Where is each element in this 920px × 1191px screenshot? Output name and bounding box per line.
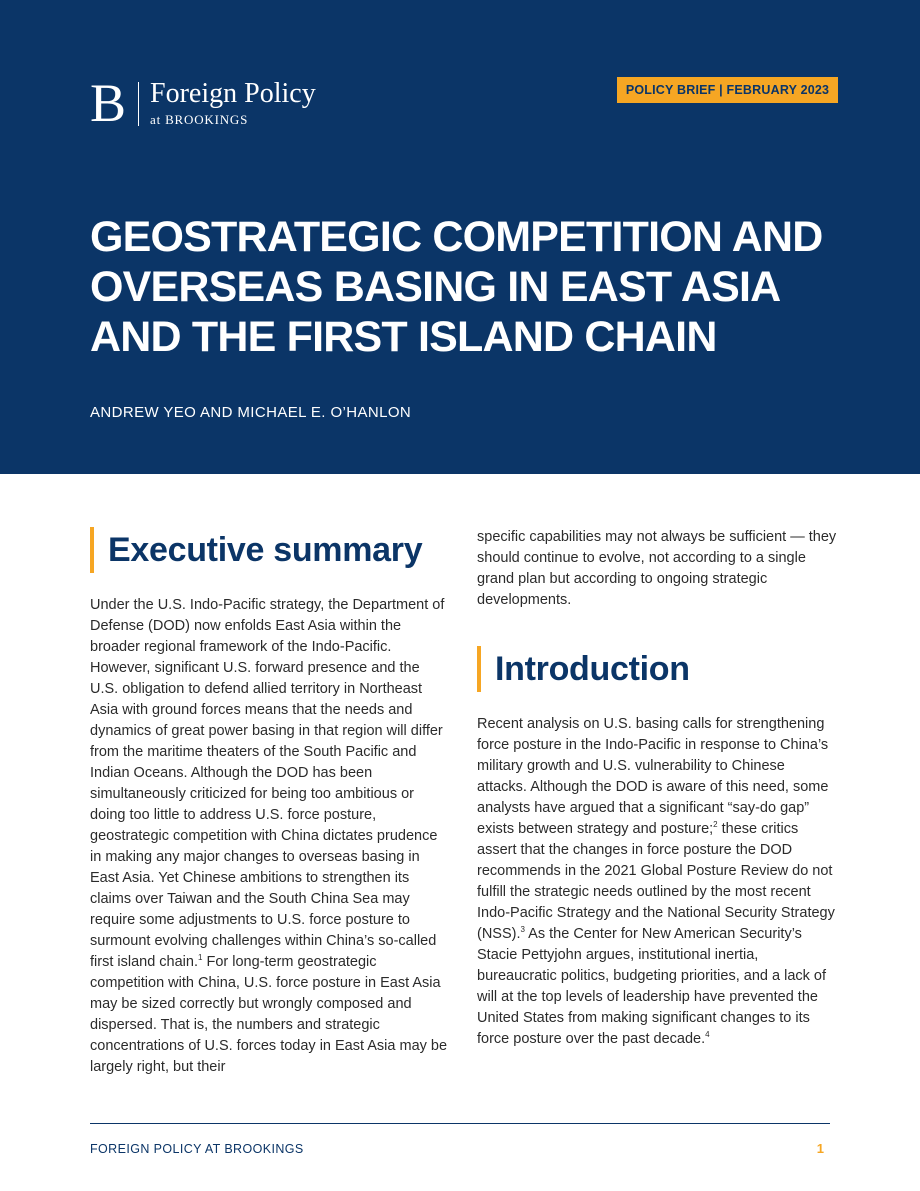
logo-letter: B	[90, 73, 126, 133]
page-number: 1	[816, 1141, 824, 1156]
section-title: Executive summary	[108, 531, 423, 569]
paragraph-text: Under the U.S. Indo-Pacific strategy, the Department of Defense (DOD) now enfolds East Asia within the broader regional framework of the Indo-Pacific. However, significant U.S. forward presence and the U.S. obligation to defend allied territory in Northeast Asia with ground forces means that the needs and dynamics of great power basing in that region will differ from the maritime theaters of the South Pacific and Indian Oceans. Although the DOD has been simultaneously criticized for being too ambitious or doing too little to address U.S. force posture, geostrategic competition with China dictates prudence in making any major changes to overseas basing in East Asia. Yet Chinese ambitions to strengthen its claims over Taiwan and the South China Sea may require some adjustments to U.S. force posture to surmount evolving challenges within China’s so-called first island chain.	[90, 597, 445, 970]
left-column	[90, 527, 450, 1078]
executive-summary-continuation: specific capabilities may not always be sufficient — they should continue to evolve, not according to a single grand plan but according to ongoing strategic developments.	[477, 529, 837, 608]
paragraph-text: As the Center for New American Security’s Stacie Pettyjohn argues, institutional inertia, bureaucratic politics, budgeting priorities, and a lack of will at the top levels of leadership have prevented the United States from making significant changes to its force posture over the past decade.	[477, 926, 826, 1047]
executive-summary-heading	[90, 527, 450, 573]
logo-divider	[138, 82, 139, 126]
document-title: GEOSTRATEGIC COMPETITION AND OVERSEAS BASING IN EAST ASIA AND THE FIRST ISLAND CHAIN	[90, 213, 823, 361]
executive-summary-paragraph	[90, 595, 450, 1078]
logo-name: Foreign Policy	[150, 78, 316, 109]
authors: ANDREW YEO AND MICHAEL E. O’HANLON	[90, 404, 412, 421]
header-banner	[0, 0, 920, 474]
footnote-ref-4[interactable]: 4	[705, 1030, 710, 1039]
footer-divider	[90, 1123, 830, 1124]
footer-publisher: FOREIGN POLICY AT BROOKINGS	[90, 1142, 304, 1156]
section-title: Introduction	[495, 650, 690, 688]
footnote-ref-1[interactable]: 1	[198, 953, 203, 962]
introduction-heading	[477, 646, 837, 692]
right-column	[477, 527, 837, 1050]
paragraph-text: For long-term geostrategic competition with China, U.S. force posture in East Asia may be sized correctly but wrongly composed and dispersed. That is, the numbers and strategic concentrations of U.S. forces today in East Asia may be largely right, but their	[90, 954, 448, 1075]
introduction-paragraph	[477, 714, 837, 1050]
footnote-ref-2[interactable]: 2	[713, 820, 718, 829]
paragraph-text: Recent analysis on U.S. basing calls for strengthening force posture in the Indo-Pacific in response to China’s military growth and U.S. vulnerability to Chinese attacks. Although the DOD is aware of this need, some analysts have argued that a significant “say-do gap” exists between strategy and posture;	[477, 716, 829, 837]
policy-brief-badge: POLICY BRIEF | FEBRUARY 2023	[617, 77, 838, 103]
logo-subtitle: at BROOKINGS	[150, 112, 249, 127]
footnote-ref-3[interactable]: 3	[520, 925, 525, 934]
logo-text	[150, 80, 316, 128]
brookings-logo[interactable]	[90, 73, 316, 133]
paragraph-text: these critics assert that the changes in force posture the DOD recommends in the 2021 Global Posture Review do not fulfill the strategic needs outlined by the most recent Indo-Pacific Strategy and the National Security Strategy (NSS).	[477, 821, 835, 942]
